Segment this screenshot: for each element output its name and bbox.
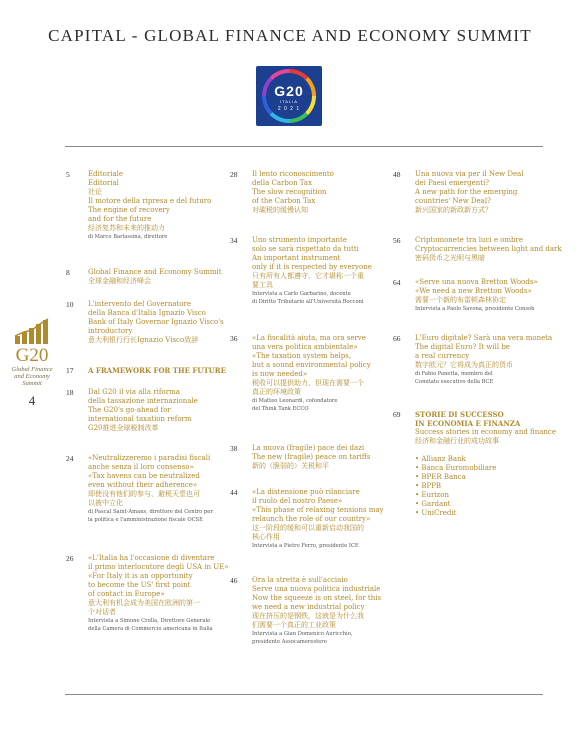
toc-chinese-line: 核心作用 (252, 533, 280, 541)
toc-page-number: 44 (230, 488, 238, 497)
company-list-item: • Banca Euromobiliare (415, 464, 497, 472)
toc-chinese-line: 数字欧元？它将成为真正的货币 (415, 361, 513, 369)
toc-title-line: della Banca d'Italia Ignazio Visco (88, 309, 206, 317)
top-divider (65, 146, 543, 147)
toc-credit-line: Intervista a Simone Crolla, Direttore Generale (88, 618, 211, 624)
sidebar-subtitle-1: Global Finance (11, 366, 53, 373)
toc-page-number: 5 (66, 170, 70, 179)
toc-title-line: «For Italy it is an opportunity (88, 572, 193, 580)
company-list-item: • UniCredit (415, 509, 457, 517)
page-title: CAPITAL - GLOBAL FINANCE AND ECONOMY SUMMIT (48, 26, 532, 45)
toc-title-line: A new path for the emerging (415, 188, 518, 196)
toc-title-line: relaunch the role of our country» (252, 515, 371, 523)
toc-title-line: international taxation reform (88, 415, 192, 423)
toc-chinese-line: 税收可以提供助力，但现在需要一个 (252, 379, 364, 387)
toc-page-number: 26 (66, 554, 74, 563)
toc-title-line: Global Finance and Economy Summit (88, 268, 222, 276)
spacer (415, 446, 556, 455)
toc-chinese-line: 意大利有机会成为美国在欧洲的第一 (88, 599, 200, 607)
toc-page-number: 48 (393, 170, 401, 179)
company-list-item: • BPER Banca (415, 473, 466, 481)
toc-page-number: 18 (66, 388, 74, 397)
toc-chinese-line: 只有所有人都遵守，它才堪称一个重 (252, 272, 364, 280)
toc-title-line: Il motore della ripresa e del futuro (88, 197, 212, 205)
toc-chinese-line: 即使没有他们的参与，避税天堂也可 (88, 490, 200, 498)
toc-chinese-line: 以被中立化 (88, 499, 123, 507)
toc-title-line: countries' New Deal? (415, 197, 491, 205)
toc-title-line: «This phase of relaxing tensions may (252, 506, 384, 514)
toc-title-line: An important instrument (252, 254, 341, 262)
toc-credit-line: Comitato esecutivo della BCE (415, 379, 494, 385)
toc-credit-line: di Marco Barlassina, direttore (88, 234, 168, 240)
toc-title-line: il primo interlocutore degli USA in UE» (88, 563, 229, 571)
toc-title-line: Now the squeeze is on steel, for this (252, 594, 382, 602)
toc-page-number: 56 (393, 236, 401, 245)
logo-mark: G20 (274, 83, 304, 99)
toc-title-line: Bank of Italy Governor Ignazio Visco's (88, 318, 224, 326)
company-list-item: • Gardant (415, 500, 451, 508)
toc-page-number: 64 (393, 278, 401, 287)
page-number: 4 (28, 393, 36, 408)
toc-title-line: dei Paesi emergenti? (415, 179, 490, 187)
toc-credit-line: la politica e l'amministrazione fiscale OCSE (88, 517, 203, 523)
g20-italia-logo (256, 66, 322, 126)
toc-chinese-line: 社论 (88, 188, 102, 196)
toc-title-line: «Neutralizzeremo i paradisi fiscali (88, 454, 211, 462)
toc-chinese-line: 真正的环境政策 (252, 388, 301, 396)
toc-title-line: The engine of recovery (88, 206, 170, 214)
toc-chinese-line: G20推进全球税制改革 (88, 424, 159, 432)
company-list-item: • Eurizon (415, 491, 449, 499)
toc-title-line: introductory (88, 327, 133, 335)
toc-title-line: we need a new industrial policy (252, 603, 365, 611)
toc-chinese-line: 需要一个新的布雷顿森林协定 (415, 296, 506, 304)
toc-title-line: Editorial (88, 179, 119, 187)
toc-chinese-line: 新兴国家的新政新方式？ (415, 206, 492, 214)
toc-chinese-line: 这一阶段的缓和可以重新启动我国的 (252, 524, 364, 532)
toc-title-line: il ruolo del nostro Paese» (252, 497, 343, 505)
toc-chinese-line: 经济和金融行业的成功故事 (415, 437, 499, 445)
toc-title-line: a real currency (415, 352, 470, 360)
toc-title-line: Ora la stretta è sull'acciaio (252, 576, 348, 584)
toc-credit-line: di Pascal Saint-Amans, direttore del Centro per (88, 509, 213, 515)
toc-page-number: 24 (66, 454, 74, 463)
toc-title-line: and for the future (88, 215, 152, 223)
toc-chinese-line: 密码货币之光明与黑暗 (415, 254, 485, 262)
toc-title-line: solo se sarà rispettato da tutti (252, 245, 359, 253)
toc-page-number: 66 (393, 334, 401, 343)
company-list-item: • Allianz Bank (415, 455, 466, 463)
toc-chinese-line: 现在挤压的是钢铁，这就是为什么我 (252, 612, 364, 620)
toc-credit-line: Intervista a Pietro Ferro, presidente ICE (252, 543, 359, 549)
toc-title-line: Serve una nuova politica industriale (252, 585, 381, 593)
toc-title-line: una vera politica ambientale» (252, 343, 358, 351)
toc-title-line: «La distensione può rilanciare (252, 488, 360, 496)
toc-title-line: «We need a new Bretton Woods» (415, 287, 532, 295)
toc-title-line: della Carbon Tax (252, 179, 313, 187)
toc-page-number: 28 (230, 170, 238, 179)
toc-chinese-line: 个对话者 (88, 608, 116, 616)
toc-credit-line: di Diritto Tributario all'Università Bocconi (252, 299, 364, 305)
toc-page-number: 38 (230, 444, 238, 453)
toc-title-line: The new (fragile) peace on tariffs (252, 453, 371, 461)
toc-credit-line: Intervista a Paolo Savona, presidente Consob (415, 306, 535, 312)
toc-title-line: even without their adherence» (88, 481, 198, 489)
toc-title-line: of contact in Europe» (88, 590, 165, 598)
section-heading: STORIE DI SUCCESSO (415, 410, 504, 419)
toc-title-line: The digital Euro? It will be (415, 343, 510, 351)
toc-title-line: «La fiscalità aiuta, ma ora serve (252, 334, 366, 342)
toc-page-number: 8 (66, 268, 70, 277)
toc-title-line: Editoriale (88, 170, 123, 178)
toc-credit-line: di Matteo Leonardi, cofondatore (252, 398, 338, 404)
bottom-divider (65, 694, 543, 695)
toc-credit-line: del Think Tank ECCO (252, 406, 309, 412)
logo-country: ITALIA (280, 99, 298, 104)
toc-chinese-line: 意大利银行行长Ignazio Visco致辞 (88, 336, 199, 344)
toc-title-line: Success stories in economy and finance (415, 428, 556, 436)
toc-chinese-line: 新的（脆弱的）关税和平 (252, 462, 329, 470)
section-heading: A FRAMEWORK FOR THE FUTURE (88, 366, 226, 375)
company-list-item: • BPPB (415, 482, 442, 490)
toc-chinese-line: 们需要一个真正的工业政策 (252, 621, 336, 629)
sidebar-brand (6, 318, 58, 409)
logo-year: 2 0 2 1 (277, 106, 301, 112)
toc-title-line: is now needed» (252, 370, 308, 378)
toc-title-line: La nuova (fragile) pace dei dazi (252, 444, 365, 452)
sidebar-subtitle-2: and Economy (14, 373, 50, 380)
toc-credit-line: Intervista a Carlo Garbarino, docente (252, 291, 351, 297)
toc-title-line: Dal G20 il via alla riforma (88, 388, 180, 396)
toc-title-line: to become the US' first point (88, 581, 191, 589)
toc-page-number: 69 (393, 410, 401, 419)
toc-title-line: «The taxation system helps, (252, 352, 352, 360)
toc-title-line: «Tax havens can be neutralized (88, 472, 200, 480)
toc-title-line: «L'Italia ha l'occasione di diventare (88, 554, 215, 562)
toc-chinese-line: 经济复苏和未来的推动力 (88, 224, 165, 232)
toc-title-line: anche senza il loro consenso» (88, 463, 194, 471)
toc-title-line: Cryptocurrencies between light and dark (415, 245, 562, 253)
toc-page-number: 34 (230, 236, 238, 245)
toc-title-line: «Serve una nuova Bretton Woods» (415, 278, 538, 286)
toc-chinese-line: 要工具 (252, 281, 273, 289)
growth-chart-icon (14, 318, 50, 344)
toc-page-number: 36 (230, 334, 238, 343)
toc-title-line: of the Carbon Tax (252, 197, 316, 205)
toc-chinese-line: 全球金融和经济峰会 (88, 277, 151, 285)
toc-credit-line: di Fabio Panetta, membro del (415, 371, 493, 377)
toc-credit-line: della Camera di Commercio americana in Italia (88, 626, 213, 632)
toc-title-line: The G20's go-ahead for (88, 406, 171, 414)
toc-title-line: Il lento riconoscimento (252, 170, 334, 178)
toc-title-line: only if it is respected by everyone (252, 263, 372, 271)
toc-title-line: della tassazione internazionale (88, 397, 198, 405)
sidebar-subtitle-3: Summit (22, 380, 42, 387)
toc-credit-line: presidente Assocamerestero (252, 639, 327, 645)
toc-title-line: L'Euro digitale? Sarà una vera moneta (415, 334, 553, 342)
section-heading: IN ECONOMIA E FINANZA (415, 419, 521, 428)
toc-title-line: Criptomonete tra luci e ombre (415, 236, 524, 244)
toc-page-number: 10 (66, 300, 74, 309)
toc-title-line: The slow recognition (252, 188, 327, 196)
toc-title-line: L'intervento del Governatore (88, 300, 192, 308)
toc-page-number: 46 (230, 576, 238, 585)
toc-title-line: Uno strumento importante (252, 236, 348, 244)
toc-credit-line: Intervista a Gian Domenico Auricchio, (252, 631, 353, 637)
toc-chinese-line: 对碳税的缓慢认知 (252, 206, 308, 214)
toc-title-line: Una nuova via per il New Deal (415, 170, 524, 178)
toc-page-number: 17 (66, 366, 74, 375)
sidebar-g20: G20 (15, 345, 49, 366)
toc-title-line: but a sound environmental policy (252, 361, 371, 369)
